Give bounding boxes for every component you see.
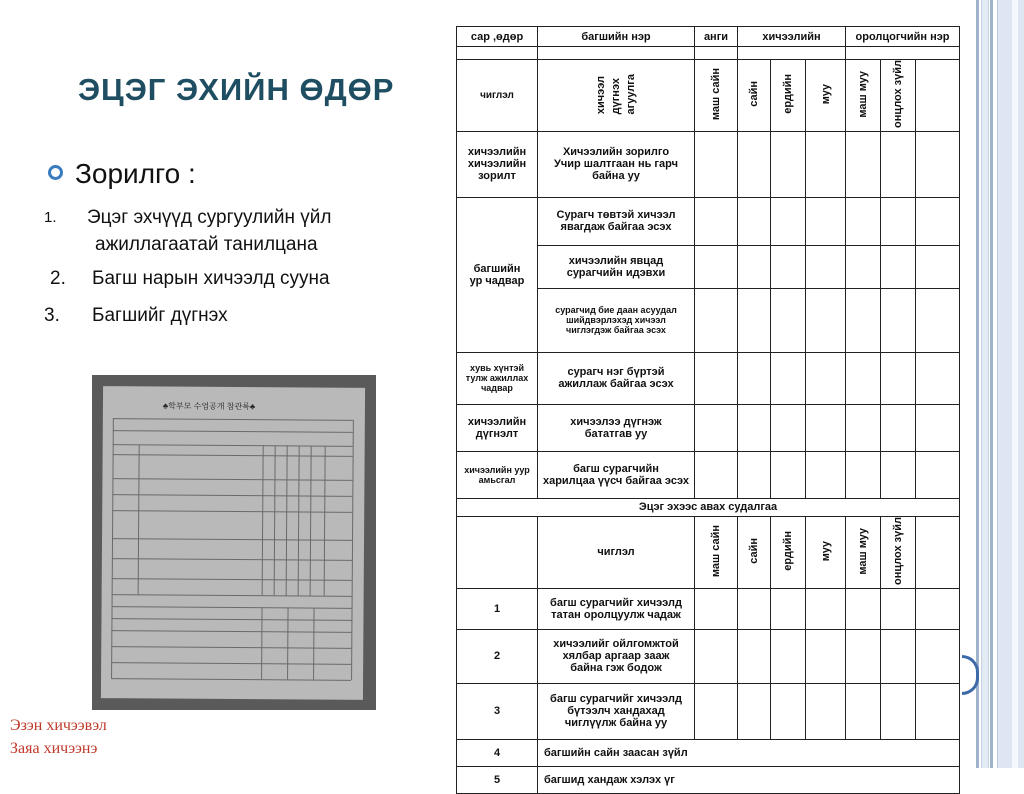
rating-cell[interactable] <box>695 197 738 245</box>
row-number: 3 <box>457 683 538 739</box>
rating-cell[interactable] <box>881 404 916 451</box>
rating-cell[interactable] <box>738 588 771 629</box>
rating-cell[interactable] <box>881 451 916 498</box>
goal-label: Зорилго : <box>75 158 196 189</box>
rating-cell[interactable] <box>695 245 738 288</box>
rating-cell[interactable] <box>881 245 916 288</box>
rating-cell[interactable] <box>738 245 771 288</box>
rating-cell[interactable] <box>771 288 806 352</box>
rating-cell[interactable] <box>881 288 916 352</box>
rating-cell[interactable] <box>695 451 738 498</box>
rating-cell[interactable] <box>846 629 881 683</box>
rating-label: маш муу <box>857 70 870 118</box>
survey-question: багшид хандаж хэлэх үг <box>538 766 960 793</box>
column-header <box>538 60 695 132</box>
border-panel <box>997 0 1024 768</box>
rating-header <box>771 516 806 588</box>
category-cell: хувь хүнтэй тулж ажиллах чадвар <box>457 352 538 404</box>
rating-cell[interactable] <box>806 683 846 739</box>
rating-cell[interactable] <box>771 451 806 498</box>
category-cell: хичээлийн дүгнэлт <box>457 404 538 451</box>
rating-cell[interactable] <box>738 629 771 683</box>
rating-cell[interactable] <box>806 451 846 498</box>
criterion-cell: сурагч нэг бүртэй ажиллаж байгаа эсэх <box>538 352 695 404</box>
rating-header <box>881 516 916 588</box>
border-stripe <box>990 0 993 768</box>
rating-label: маш сайн <box>710 524 722 577</box>
goal-item <box>44 302 404 329</box>
item-text: Багшийг дүгнэх <box>92 305 228 326</box>
form-paper <box>101 386 365 700</box>
rating-label: муу <box>819 83 832 105</box>
rating-cell[interactable] <box>771 404 806 451</box>
rating-cell[interactable] <box>881 352 916 404</box>
rating-cell[interactable] <box>695 131 738 197</box>
header-cell: анги <box>695 27 738 47</box>
rating-cell[interactable] <box>738 131 771 197</box>
item-number: 2. <box>50 268 66 289</box>
border-stripe <box>1012 0 1018 768</box>
border-stripe <box>976 0 979 768</box>
rating-cell[interactable] <box>846 352 881 404</box>
header-cell: оролцогчийн нэр <box>846 27 960 47</box>
header-cell: хичээлийн <box>738 27 846 47</box>
row-number: 1 <box>457 588 538 629</box>
rating-cell[interactable] <box>738 288 771 352</box>
category-cell: хичээлийн хичээлийн зорилт <box>457 131 538 197</box>
rating-cell[interactable] <box>771 629 806 683</box>
rating-cell[interactable] <box>695 588 738 629</box>
survey-question: багш сурагчийг хичээлд татан оролцуулж чадаж <box>538 588 695 629</box>
rating-header <box>695 60 738 132</box>
rating-cell[interactable] <box>846 404 881 451</box>
item-text: Эцэг эхчүүд сургуулийн үйл <box>87 207 332 228</box>
row-number: 2 <box>457 629 538 683</box>
goal-heading <box>48 158 196 190</box>
rating-header <box>806 516 846 588</box>
item-text: Багш нарын хичээлд сууна <box>92 268 330 289</box>
row-number: 5 <box>457 766 538 793</box>
rating-cell[interactable] <box>695 683 738 739</box>
rating-label: онцлох зүйл <box>892 516 905 585</box>
handwritten-note: Заяа хичээнэ <box>10 740 98 757</box>
rating-cell[interactable] <box>806 131 846 197</box>
column-header: чиглэл <box>457 60 538 132</box>
bullet-icon <box>48 165 63 180</box>
goal-item <box>42 204 402 258</box>
rating-cell[interactable] <box>738 451 771 498</box>
rating-cell[interactable] <box>771 683 806 739</box>
rating-header <box>771 60 806 132</box>
rating-cell[interactable] <box>846 588 881 629</box>
rating-label: онцлох зүйл <box>892 60 905 128</box>
rating-label: сайн <box>748 81 760 107</box>
rating-cell[interactable] <box>771 588 806 629</box>
item-text: ажиллагаатай танилцана <box>95 234 318 255</box>
rating-cell[interactable] <box>806 629 846 683</box>
evaluation-table <box>456 26 960 794</box>
rating-cell[interactable] <box>695 288 738 352</box>
survey-question: багш сурагчийг хичээлд бүтээлч хандахад чиглүүлж байна уу <box>538 683 695 739</box>
rating-cell[interactable] <box>846 683 881 739</box>
criterion-cell: Хичээлийн зорилго Учир шалтгаан нь гарч байна уу <box>538 131 695 197</box>
rating-cell[interactable] <box>846 245 881 288</box>
rating-label: муу <box>819 540 832 562</box>
rating-cell[interactable] <box>881 131 916 197</box>
rating-header <box>806 60 846 132</box>
form-title: ♣학부모 수업공개 참관록♣ <box>162 401 256 412</box>
slide-title: ЭЦЭГ ЭХИЙН ӨДӨР <box>78 72 395 107</box>
rating-cell[interactable] <box>806 288 846 352</box>
header-cell: багшийн нэр <box>538 27 695 47</box>
rating-cell[interactable] <box>695 629 738 683</box>
survey-question: багшийн сайн заасан зүйл <box>538 739 960 766</box>
rating-cell[interactable] <box>806 197 846 245</box>
rating-header <box>695 516 738 588</box>
item-number: 1. <box>44 209 57 226</box>
rating-cell[interactable] <box>846 197 881 245</box>
rating-cell[interactable] <box>695 352 738 404</box>
border-stripe <box>981 0 989 768</box>
rating-cell[interactable] <box>846 288 881 352</box>
header-cell: сар ,өдөр <box>457 27 538 47</box>
rating-label: сайн <box>748 538 760 564</box>
criterion-cell: сурагчид бие даан асуудал шийдвэрлэхэд хичээл чиглэгдэж байгаа эсэх <box>538 288 695 352</box>
rating-cell[interactable] <box>738 683 771 739</box>
rating-label: ердийн <box>782 531 794 571</box>
rating-cell[interactable] <box>881 629 916 683</box>
rating-header <box>738 60 771 132</box>
rating-cell[interactable] <box>881 683 916 739</box>
rating-cell[interactable] <box>771 131 806 197</box>
form-photo <box>92 375 376 710</box>
rating-header <box>846 516 881 588</box>
assessment-header-line: дүгнэх <box>610 77 622 115</box>
rating-cell[interactable] <box>771 197 806 245</box>
rating-cell[interactable] <box>881 197 916 245</box>
rating-cell[interactable] <box>806 588 846 629</box>
rating-cell[interactable] <box>881 588 916 629</box>
item-number: 3. <box>44 305 60 326</box>
criterion-cell: багш сурагчийн харилцаа үүсч байгаа эсэх <box>538 451 695 498</box>
rating-cell[interactable] <box>738 404 771 451</box>
assessment-header-line: агуулга <box>625 73 638 115</box>
rating-cell[interactable] <box>806 245 846 288</box>
criterion-cell: Сурагч төвтэй хичээл явагдаж байгаа эсэх <box>538 197 695 245</box>
goal-item <box>50 265 410 292</box>
rating-cell[interactable] <box>771 352 806 404</box>
survey-title: Эцэг эхээс авах судалгаа <box>457 498 960 516</box>
rating-cell[interactable] <box>806 352 846 404</box>
rating-label: маш сайн <box>710 67 722 121</box>
category-cell: багшийн ур чадвар <box>457 197 538 352</box>
rating-header <box>881 60 916 132</box>
rating-label: маш муу <box>857 527 870 575</box>
assessment-header-line: хичээл <box>594 76 607 115</box>
rating-cell[interactable] <box>771 245 806 288</box>
category-cell: хичээлийн уур амьсгал <box>457 451 538 498</box>
handwritten-note: Эзэн хичээвэл <box>10 717 107 734</box>
criterion-cell: хичээлийн явцад сурагчийн идэвхи <box>538 245 695 288</box>
rating-cell[interactable] <box>846 131 881 197</box>
row-number: 4 <box>457 739 538 766</box>
column-header: чиглэл <box>538 516 695 588</box>
rating-cell[interactable] <box>846 451 881 498</box>
rating-cell[interactable] <box>738 197 771 245</box>
rating-cell[interactable] <box>695 404 738 451</box>
rating-cell[interactable] <box>806 404 846 451</box>
rating-header <box>846 60 881 132</box>
criterion-cell: хичээлээ дүгнэж бататгав уу <box>538 404 695 451</box>
rating-header <box>738 516 771 588</box>
rating-label: ердийн <box>782 74 794 114</box>
survey-question: хичээлийг ойлгомжтой хялбар аргаар зааж байна гэж бодож <box>538 629 695 683</box>
rating-cell[interactable] <box>738 352 771 404</box>
